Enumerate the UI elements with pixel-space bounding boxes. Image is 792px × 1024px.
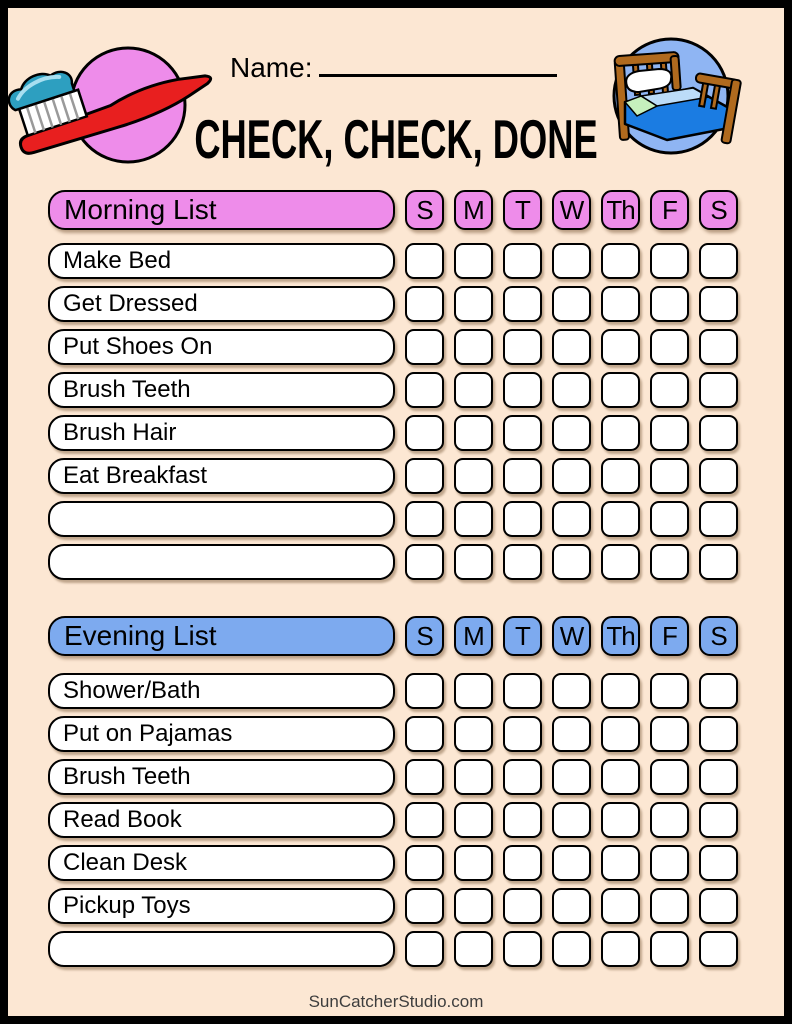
evening-task-row — [48, 802, 738, 838]
checkbox-evening-2-tue[interactable] — [503, 759, 542, 795]
checkbox-evening-2-fri[interactable] — [650, 759, 689, 795]
checkbox-evening-6-thu[interactable] — [601, 931, 640, 967]
checkbox-morning-1-thu[interactable] — [601, 286, 640, 322]
checkbox-morning-4-fri[interactable] — [650, 415, 689, 451]
checkbox-morning-2-wed[interactable] — [552, 329, 591, 365]
checkbox-evening-5-thu[interactable] — [601, 888, 640, 924]
morning-task-row — [48, 458, 738, 494]
day-chip-tue: T — [503, 190, 542, 230]
checkbox-grid — [405, 845, 738, 881]
morning-section — [48, 190, 738, 580]
checkbox-morning-0-sun[interactable] — [405, 243, 444, 279]
checkbox-morning-3-wed[interactable] — [552, 372, 591, 408]
checkbox-evening-5-sun[interactable] — [405, 888, 444, 924]
checkbox-evening-0-tue[interactable] — [503, 673, 542, 709]
checkbox-morning-6-wed[interactable] — [552, 501, 591, 537]
task-label-morning-0: Make Bed — [48, 243, 395, 279]
checkbox-grid — [405, 329, 738, 365]
checkbox-grid — [405, 673, 738, 709]
evening-day-header — [405, 616, 738, 656]
checkbox-evening-4-sat[interactable] — [699, 845, 738, 881]
checkbox-morning-7-wed[interactable] — [552, 544, 591, 580]
day-chip-sun: S — [405, 190, 444, 230]
task-blank-field-evening-6[interactable] — [48, 931, 395, 967]
checkbox-evening-5-wed[interactable] — [552, 888, 591, 924]
checkbox-grid — [405, 458, 738, 494]
checkbox-morning-4-sat[interactable] — [699, 415, 738, 451]
checkbox-morning-5-thu[interactable] — [601, 458, 640, 494]
day-chip-fri: F — [650, 616, 689, 656]
page-title: CHECK, CHECK, DONE — [194, 108, 598, 170]
checkbox-morning-3-mon[interactable] — [454, 372, 493, 408]
checkbox-morning-3-fri[interactable] — [650, 372, 689, 408]
checkbox-morning-2-fri[interactable] — [650, 329, 689, 365]
evening-task-row — [48, 716, 738, 752]
checkbox-evening-3-mon[interactable] — [454, 802, 493, 838]
checkbox-morning-4-mon[interactable] — [454, 415, 493, 451]
evening-task-row — [48, 673, 738, 709]
checkbox-morning-3-sat[interactable] — [699, 372, 738, 408]
task-label-morning-5: Eat Breakfast — [48, 458, 395, 494]
day-chip-wed: W — [552, 616, 591, 656]
checkbox-evening-5-tue[interactable] — [503, 888, 542, 924]
checkbox-evening-1-fri[interactable] — [650, 716, 689, 752]
footer-credit: SunCatcherStudio.com — [308, 992, 484, 1011]
day-chip-mon: M — [454, 616, 493, 656]
checkbox-evening-4-sun[interactable] — [405, 845, 444, 881]
checkbox-morning-2-thu[interactable] — [601, 329, 640, 365]
checkbox-morning-2-mon[interactable] — [454, 329, 493, 365]
checkbox-evening-3-sun[interactable] — [405, 802, 444, 838]
checkbox-morning-1-wed[interactable] — [552, 286, 591, 322]
checkbox-grid — [405, 716, 738, 752]
checkbox-morning-3-sun[interactable] — [405, 372, 444, 408]
evening-task-row — [48, 931, 738, 967]
evening-task-row — [48, 888, 738, 924]
checkbox-morning-7-thu[interactable] — [601, 544, 640, 580]
checkbox-evening-4-mon[interactable] — [454, 845, 493, 881]
evening-task-row — [48, 845, 738, 881]
checkbox-evening-3-fri[interactable] — [650, 802, 689, 838]
day-chip-thu: Th — [601, 616, 640, 656]
checkbox-morning-1-sat[interactable] — [699, 286, 738, 322]
morning-task-row — [48, 372, 738, 408]
checkbox-morning-0-tue[interactable] — [503, 243, 542, 279]
task-label-evening-2: Brush Teeth — [48, 759, 395, 795]
checkbox-evening-2-sat[interactable] — [699, 759, 738, 795]
checkbox-evening-1-wed[interactable] — [552, 716, 591, 752]
checkbox-evening-5-sat[interactable] — [699, 888, 738, 924]
checkbox-grid — [405, 544, 738, 580]
checkbox-morning-6-tue[interactable] — [503, 501, 542, 537]
checkbox-morning-2-sun[interactable] — [405, 329, 444, 365]
checkbox-morning-0-sat[interactable] — [699, 243, 738, 279]
checkbox-evening-0-sun[interactable] — [405, 673, 444, 709]
checkbox-morning-0-mon[interactable] — [454, 243, 493, 279]
day-chip-wed: W — [552, 190, 591, 230]
bed-icon — [595, 26, 747, 168]
task-label-evening-4: Clean Desk — [48, 845, 395, 881]
checkbox-morning-3-thu[interactable] — [601, 372, 640, 408]
checkbox-evening-5-mon[interactable] — [454, 888, 493, 924]
checkbox-morning-5-mon[interactable] — [454, 458, 493, 494]
checkbox-morning-0-wed[interactable] — [552, 243, 591, 279]
checkbox-evening-1-sun[interactable] — [405, 716, 444, 752]
task-blank-field-morning-7[interactable] — [48, 544, 395, 580]
checkbox-morning-0-fri[interactable] — [650, 243, 689, 279]
name-row — [230, 50, 557, 84]
section-title-evening: Evening List — [48, 616, 395, 656]
checkbox-morning-1-mon[interactable] — [454, 286, 493, 322]
checkbox-morning-7-sat[interactable] — [699, 544, 738, 580]
checkbox-morning-2-tue[interactable] — [503, 329, 542, 365]
checkbox-evening-5-fri[interactable] — [650, 888, 689, 924]
checkbox-grid — [405, 888, 738, 924]
checkbox-morning-6-sat[interactable] — [699, 501, 738, 537]
task-label-evening-3: Read Book — [48, 802, 395, 838]
checkbox-evening-6-sat[interactable] — [699, 931, 738, 967]
checklist-content — [8, 190, 784, 967]
checkbox-evening-6-wed[interactable] — [552, 931, 591, 967]
checkbox-evening-0-thu[interactable] — [601, 673, 640, 709]
task-label-morning-3: Brush Teeth — [48, 372, 395, 408]
morning-day-header — [405, 190, 738, 230]
evening-section — [48, 616, 738, 967]
checkbox-morning-1-sun[interactable] — [405, 286, 444, 322]
morning-task-row — [48, 286, 738, 322]
task-label-morning-4: Brush Hair — [48, 415, 395, 451]
checkbox-morning-6-sun[interactable] — [405, 501, 444, 537]
morning-section-header — [48, 190, 738, 230]
day-chip-fri: F — [650, 190, 689, 230]
morning-task-row — [48, 329, 738, 365]
checkbox-morning-3-tue[interactable] — [503, 372, 542, 408]
task-label-evening-5: Pickup Toys — [48, 888, 395, 924]
checkbox-morning-4-sun[interactable] — [405, 415, 444, 451]
evening-task-row — [48, 759, 738, 795]
checkbox-morning-5-sun[interactable] — [405, 458, 444, 494]
checkbox-evening-0-wed[interactable] — [552, 673, 591, 709]
name-label: Name: — [230, 52, 313, 83]
day-chip-mon: M — [454, 190, 493, 230]
checkbox-morning-7-tue[interactable] — [503, 544, 542, 580]
checkbox-evening-4-wed[interactable] — [552, 845, 591, 881]
evening-section-header — [48, 616, 738, 656]
checkbox-evening-1-mon[interactable] — [454, 716, 493, 752]
checkbox-morning-4-tue[interactable] — [503, 415, 542, 451]
checkbox-morning-7-sun[interactable] — [405, 544, 444, 580]
checkbox-morning-6-fri[interactable] — [650, 501, 689, 537]
checkbox-evening-4-tue[interactable] — [503, 845, 542, 881]
day-chip-sun: S — [405, 616, 444, 656]
day-chip-sat: S — [699, 190, 738, 230]
checkbox-grid — [405, 501, 738, 537]
checkbox-morning-5-tue[interactable] — [503, 458, 542, 494]
checkbox-evening-6-sun[interactable] — [405, 931, 444, 967]
morning-task-row — [48, 415, 738, 451]
checkbox-grid — [405, 372, 738, 408]
checkbox-evening-6-tue[interactable] — [503, 931, 542, 967]
checkbox-evening-6-mon[interactable] — [454, 931, 493, 967]
task-blank-field-morning-6[interactable] — [48, 501, 395, 537]
checkbox-grid — [405, 802, 738, 838]
checkbox-evening-4-fri[interactable] — [650, 845, 689, 881]
morning-task-row — [48, 544, 738, 580]
checkbox-evening-1-tue[interactable] — [503, 716, 542, 752]
checkbox-grid — [405, 931, 738, 967]
task-label-morning-1: Get Dressed — [48, 286, 395, 322]
evening-rows — [48, 673, 738, 967]
checkbox-evening-2-wed[interactable] — [552, 759, 591, 795]
section-title-morning: Morning List — [48, 190, 395, 230]
checkbox-morning-5-fri[interactable] — [650, 458, 689, 494]
checkbox-morning-7-mon[interactable] — [454, 544, 493, 580]
checkbox-morning-2-sat[interactable] — [699, 329, 738, 365]
checkbox-morning-6-mon[interactable] — [454, 501, 493, 537]
checkbox-grid — [405, 243, 738, 279]
checkbox-evening-3-wed[interactable] — [552, 802, 591, 838]
checkbox-evening-2-sun[interactable] — [405, 759, 444, 795]
checkbox-evening-2-thu[interactable] — [601, 759, 640, 795]
checkbox-morning-6-thu[interactable] — [601, 501, 640, 537]
task-label-morning-2: Put Shoes On — [48, 329, 395, 365]
checkbox-morning-4-wed[interactable] — [552, 415, 591, 451]
checkbox-evening-0-mon[interactable] — [454, 673, 493, 709]
checkbox-evening-6-fri[interactable] — [650, 931, 689, 967]
checkbox-evening-2-mon[interactable] — [454, 759, 493, 795]
checkbox-evening-0-fri[interactable] — [650, 673, 689, 709]
checkbox-morning-1-tue[interactable] — [503, 286, 542, 322]
day-chip-sat: S — [699, 616, 738, 656]
morning-rows — [48, 243, 738, 580]
day-chip-tue: T — [503, 616, 542, 656]
checkbox-morning-7-fri[interactable] — [650, 544, 689, 580]
checkbox-evening-1-thu[interactable] — [601, 716, 640, 752]
checkbox-evening-1-sat[interactable] — [699, 716, 738, 752]
checkbox-evening-3-tue[interactable] — [503, 802, 542, 838]
task-label-evening-1: Put on Pajamas — [48, 716, 395, 752]
checkbox-evening-3-sat[interactable] — [699, 802, 738, 838]
checkbox-evening-3-thu[interactable] — [601, 802, 640, 838]
morning-task-row — [48, 243, 738, 279]
morning-task-row — [48, 501, 738, 537]
name-input-line[interactable] — [319, 50, 557, 77]
checkbox-morning-5-wed[interactable] — [552, 458, 591, 494]
checkbox-morning-1-fri[interactable] — [650, 286, 689, 322]
task-label-evening-0: Shower/Bath — [48, 673, 395, 709]
page-header — [8, 8, 784, 190]
checkbox-grid — [405, 286, 738, 322]
checkbox-morning-0-thu[interactable] — [601, 243, 640, 279]
checkbox-evening-0-sat[interactable] — [699, 673, 738, 709]
checkbox-grid — [405, 415, 738, 451]
checkbox-morning-5-sat[interactable] — [699, 458, 738, 494]
checkbox-evening-4-thu[interactable] — [601, 845, 640, 881]
day-chip-thu: Th — [601, 190, 640, 230]
checkbox-grid — [405, 759, 738, 795]
checkbox-morning-4-thu[interactable] — [601, 415, 640, 451]
